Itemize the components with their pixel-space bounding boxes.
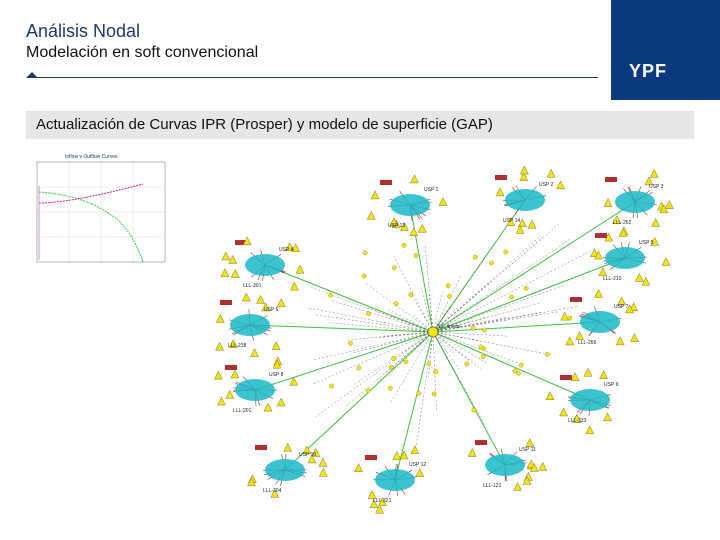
gap-well-marker xyxy=(231,270,239,278)
gap-node-label: USP 3 xyxy=(649,184,664,190)
gap-node-label: LLL-301 xyxy=(243,283,262,289)
gap-manifold-hub xyxy=(615,191,655,213)
gap-well-marker xyxy=(410,228,418,236)
gap-well-link xyxy=(433,332,508,336)
gap-well-marker xyxy=(216,342,224,350)
gap-junction-node xyxy=(402,243,406,247)
gap-well-marker xyxy=(650,169,658,177)
gap-junction-node xyxy=(524,286,528,290)
gap-junction-node xyxy=(417,391,421,395)
gap-well-marker xyxy=(296,265,304,273)
title-underline xyxy=(30,77,598,78)
gap-well-marker xyxy=(319,468,327,476)
gap-well-marker xyxy=(635,273,643,281)
gap-well-marker xyxy=(571,373,579,381)
gap-node-label: LLL-266 xyxy=(578,340,597,346)
gap-well-link xyxy=(373,310,433,332)
gap-junction-node xyxy=(389,365,393,369)
gap-well-link xyxy=(390,332,433,403)
gap-junction-node xyxy=(404,360,408,364)
gap-node-label: USP 13 xyxy=(388,223,406,229)
gap-node-label: USP 4 xyxy=(279,247,294,253)
gap-well-marker xyxy=(222,252,230,260)
gap-well-marker xyxy=(371,191,379,199)
gap-well-marker xyxy=(216,314,224,322)
gap-well-marker xyxy=(355,464,363,472)
gap-junction-node xyxy=(519,363,523,367)
gap-manifold-hub xyxy=(485,454,525,476)
gap-well-marker xyxy=(411,175,419,183)
gap-well-marker xyxy=(539,462,547,470)
gap-well-link xyxy=(422,288,433,332)
gap-junction-node xyxy=(409,293,413,297)
gap-well-marker xyxy=(576,332,584,340)
gap-well-marker xyxy=(411,446,419,454)
gap-well-link xyxy=(433,332,470,362)
gap-manifold-hub xyxy=(230,314,270,336)
gap-well-marker xyxy=(242,293,250,301)
gap-separator xyxy=(225,365,237,370)
gap-well-marker xyxy=(546,392,554,400)
gap-surface-model xyxy=(165,150,695,525)
ipr-curve-plot xyxy=(25,150,167,270)
gap-main-pipe xyxy=(410,205,433,332)
gap-well-marker xyxy=(221,269,229,277)
gap-junction-node xyxy=(366,311,370,315)
gap-manifold-hub xyxy=(580,311,620,333)
gap-manifold-hub xyxy=(390,194,430,216)
gap-well-marker xyxy=(557,181,565,189)
gap-node-label: LLL-262 xyxy=(613,220,632,226)
gap-separator xyxy=(380,180,392,185)
gap-well-marker xyxy=(393,452,401,460)
gap-well-marker xyxy=(584,368,592,376)
gap-well-marker xyxy=(520,166,528,174)
gap-separator xyxy=(595,233,607,238)
gap-manifold-hub xyxy=(375,469,415,491)
gap-junction-node xyxy=(482,328,486,332)
gap-well-marker xyxy=(652,218,660,226)
gap-well-marker xyxy=(231,370,239,378)
gap-node-label: USP 1 xyxy=(424,187,439,193)
slide-title: Análisis Nodal xyxy=(26,21,141,41)
gap-well-marker xyxy=(284,443,292,451)
gap-junction-node xyxy=(481,354,485,358)
gap-separator xyxy=(220,300,232,305)
gap-well-marker xyxy=(218,397,226,405)
gap-well-marker xyxy=(229,255,237,263)
gap-main-pipe xyxy=(433,332,590,400)
gap-junction-node xyxy=(432,392,436,396)
gap-well-marker xyxy=(468,449,476,457)
gap-junction-node xyxy=(509,295,513,299)
gap-node-label: LLL-121 xyxy=(483,483,502,489)
gap-junction-node xyxy=(447,294,451,298)
gap-well-marker xyxy=(514,482,522,490)
gap-junction-node xyxy=(465,362,469,366)
ypf-logo-text: YPF xyxy=(629,61,668,81)
gap-well-marker xyxy=(566,337,574,345)
gap-node-label: LLL-333 xyxy=(568,418,587,424)
gap-well-marker xyxy=(604,413,612,421)
gap-well-marker xyxy=(630,334,638,342)
gap-node-label: USP 6 xyxy=(264,307,279,313)
gap-well-marker xyxy=(367,211,375,219)
gap-node-label: LLL-201 xyxy=(233,408,252,414)
gap-well-marker xyxy=(586,426,594,434)
gap-well-link xyxy=(366,283,433,332)
gap-well-marker xyxy=(616,337,624,345)
gap-well-marker xyxy=(662,257,670,265)
gap-separator xyxy=(605,177,617,182)
gap-manifold-hub xyxy=(235,379,275,401)
gap-node-label: USP 11 xyxy=(519,447,536,453)
gap-separator xyxy=(560,375,572,380)
gap-junction-node xyxy=(362,274,366,278)
gap-well-marker xyxy=(665,201,673,209)
gap-well-marker xyxy=(264,403,272,411)
gap-junction-node xyxy=(348,341,352,345)
gap-well-marker xyxy=(226,390,234,398)
gap-junction-node xyxy=(391,356,395,360)
gap-junction-node xyxy=(394,301,398,305)
gap-well-marker xyxy=(439,198,447,206)
gap-separator xyxy=(255,445,267,450)
gap-well-marker xyxy=(290,282,298,290)
gap-node-label: USP 10 xyxy=(299,452,317,458)
gap-well-marker xyxy=(526,439,534,447)
gap-well-link xyxy=(312,332,433,384)
gap-junction-node xyxy=(446,283,450,287)
gap-well-marker xyxy=(257,295,265,303)
section-banner-text: Actualización de Curvas IPR (Prosper) y modelo de superficie (GAP) xyxy=(36,116,493,133)
gap-node-label: USP 14 xyxy=(503,218,521,224)
gap-well-marker xyxy=(418,224,426,232)
gap-well-marker xyxy=(561,312,569,320)
gap-well-marker xyxy=(416,469,424,477)
gap-node-label: LLL-204 xyxy=(263,488,282,494)
gap-well-marker xyxy=(214,371,222,379)
gap-well-marker xyxy=(560,408,568,416)
gap-well-marker xyxy=(277,398,285,406)
gap-manifold-hub xyxy=(265,459,305,481)
gap-well-link xyxy=(315,332,433,417)
gap-well-marker xyxy=(251,349,259,357)
gap-well-marker xyxy=(319,458,327,466)
gap-junction-node xyxy=(357,366,361,370)
gap-main-pipe xyxy=(250,325,433,332)
gap-junction-node xyxy=(366,388,370,392)
gap-junction-node xyxy=(388,386,392,390)
gap-main-pipe xyxy=(265,265,433,332)
gap-well-marker xyxy=(600,371,608,379)
gap-junction-node xyxy=(516,371,520,375)
gap-label-layer xyxy=(228,182,664,504)
gap-well-link xyxy=(313,332,433,360)
gap-junction-node xyxy=(471,326,475,330)
gap-well-link xyxy=(354,332,433,353)
gap-junction-node xyxy=(392,266,396,270)
gap-node-label: USP 7 xyxy=(614,304,629,310)
gap-main-pipe xyxy=(433,332,505,465)
ipr-plot-background xyxy=(25,150,167,270)
gap-well-marker xyxy=(547,169,555,177)
gap-junction-node xyxy=(504,250,508,254)
gap-well-link xyxy=(433,332,519,364)
gap-separator xyxy=(365,455,377,460)
gap-well-marker xyxy=(528,220,536,228)
gap-junction-node xyxy=(473,255,477,259)
gap-junction-node xyxy=(545,352,549,356)
gap-manifold-hub xyxy=(505,189,545,211)
gap-well-link xyxy=(433,239,571,332)
ypf-logo-panel xyxy=(611,0,720,100)
gap-junction-node xyxy=(433,369,437,373)
gap-well-marker xyxy=(599,268,607,276)
gap-well-marker xyxy=(496,188,504,196)
gap-well-link xyxy=(433,332,478,340)
gap-node-label: USP 12 xyxy=(409,462,427,468)
gap-central-label: SS_anode xyxy=(437,324,461,330)
gap-separator xyxy=(475,440,487,445)
gap-junction-node xyxy=(479,345,483,349)
gap-node-label: USP 5 xyxy=(639,240,654,246)
gap-junction-node xyxy=(414,253,418,257)
gap-junction-node xyxy=(363,251,367,255)
gap-junction-node xyxy=(568,316,572,320)
ipr-plot-title: Inflow v Outflow Curves xyxy=(65,154,118,160)
gap-junction-node xyxy=(427,362,431,366)
gap-separator xyxy=(495,175,507,180)
gap-node-label: LLL-210 xyxy=(603,276,622,282)
gap-junction-node xyxy=(472,408,476,412)
gap-manifold-hub xyxy=(570,389,610,411)
gap-node-label: USP 9 xyxy=(604,382,619,388)
gap-well-link xyxy=(330,300,433,332)
gap-node-label: LLL-321 xyxy=(373,498,392,504)
slide-subtitle: Modelación en soft convencional xyxy=(26,44,259,61)
gap-separator xyxy=(570,297,582,302)
gap-node-label: USP 2 xyxy=(539,182,554,188)
gap-well-marker xyxy=(595,289,603,297)
gap-manifold-hub xyxy=(605,247,645,269)
gap-junction-node xyxy=(329,384,333,388)
gap-junction-node xyxy=(489,261,493,265)
gap-well-marker xyxy=(604,199,612,207)
gap-junction-node xyxy=(328,293,332,297)
gap-manifold-hub xyxy=(245,254,285,276)
gap-node-label: LLL-238 xyxy=(228,343,247,349)
gap-well-marker xyxy=(272,342,280,350)
underline-marker xyxy=(26,72,38,78)
gap-well-marker xyxy=(277,299,285,307)
gap-node-label: USP 8 xyxy=(269,372,284,378)
